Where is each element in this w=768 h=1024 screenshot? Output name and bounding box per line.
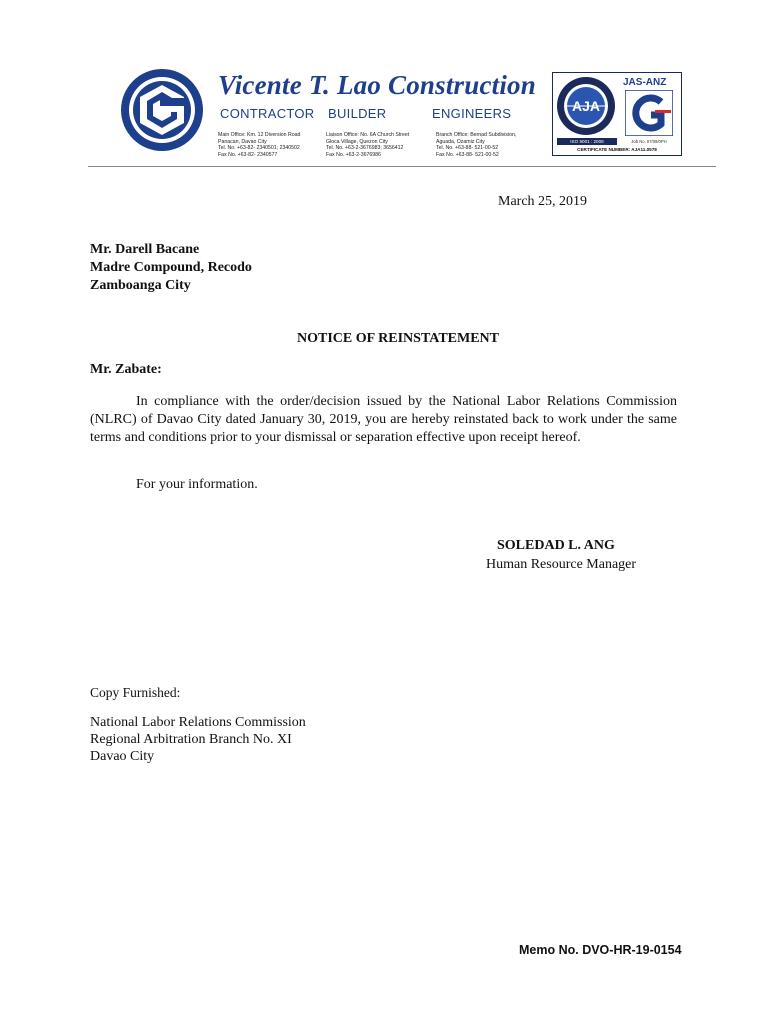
- company-taglines: [220, 106, 520, 126]
- job-number-label: Job No. 07/09/0PH: [631, 139, 667, 144]
- certification-badge: [552, 72, 682, 156]
- jas-anz-label: JAS-ANZ: [623, 77, 667, 88]
- copy-furnished-label: Copy Furnished:: [90, 685, 181, 700]
- signatory-name: SOLEDAD L. ANG: [497, 538, 615, 553]
- cf-recipient-line: Regional Arbitration Branch No. XI: [90, 732, 292, 747]
- addressee-name: Mr. Darell Bacane: [90, 242, 200, 257]
- aja-seal-icon: [556, 76, 616, 136]
- salutation: Mr. Zabate:: [90, 362, 162, 377]
- main-office-address: Main Office: Km. 12 Diversion Road Panacan, Davao City Tel. No. +63-82- 2340501; 2340502 Fax No. +63-82- 2340577: [218, 132, 301, 158]
- cf-recipient-line: Davao City: [90, 749, 155, 764]
- tagline-contractor: CONTRACTOR: [220, 106, 315, 121]
- addressee-block: [90, 241, 252, 295]
- company-name: Vicente T. Lao Construction: [218, 70, 536, 100]
- office-addresses: [218, 132, 548, 166]
- letter-date: March 25, 2019: [498, 194, 588, 209]
- tagline-builder: BUILDER: [328, 106, 387, 121]
- memo-number: Memo No. DVO-HR-19-0154: [519, 943, 682, 957]
- branch-office-address: Branch Office: Bernad Subdivision, Aguada, Ozamiz City Tel. No. +63-88- 521-00-52 Fax No. +63-88- 521-00-52: [436, 132, 517, 158]
- company-logo-icon: [120, 68, 204, 152]
- signatory-title: Human Resource Manager: [486, 557, 637, 572]
- cf-recipient-line: National Labor Relations Commission: [90, 715, 306, 730]
- tagline-engineers: ENGINEERS: [432, 106, 512, 121]
- body-paragraph: In compliance with the order/decision issued by the National Labor Relations Commission (NLRC) of Davao City dated January 30, 2019, you are hereby reinstated back to work under the same terms and conditions prior to your dismissal or separation effective upon receipt hereof.: [90, 394, 677, 445]
- certificate-number: CERTIFICATE NUMBER: AJA11.0578: [577, 147, 657, 152]
- copy-furnished-block: [90, 714, 306, 765]
- closing-line: For your information.: [136, 477, 258, 492]
- notice-title: NOTICE OF REINSTATEMENT: [297, 331, 499, 346]
- iso-label: ISO 9001 : 2008: [557, 138, 617, 145]
- seal-text: AJA: [571, 98, 601, 114]
- liaison-office-address: Liaison Office: No. 6A Church Street Gloca Village, Quezon City Tel. No. +63-2-3676983; 3656412 Fax No. +63-2-3676986: [326, 132, 410, 158]
- jas-anz-mark-icon: [625, 90, 673, 136]
- addressee-city: Zamboanga City: [90, 278, 191, 293]
- addressee-street: Madre Compound, Recodo: [90, 260, 252, 275]
- letterhead-divider: [88, 166, 716, 167]
- letterhead: [120, 66, 716, 166]
